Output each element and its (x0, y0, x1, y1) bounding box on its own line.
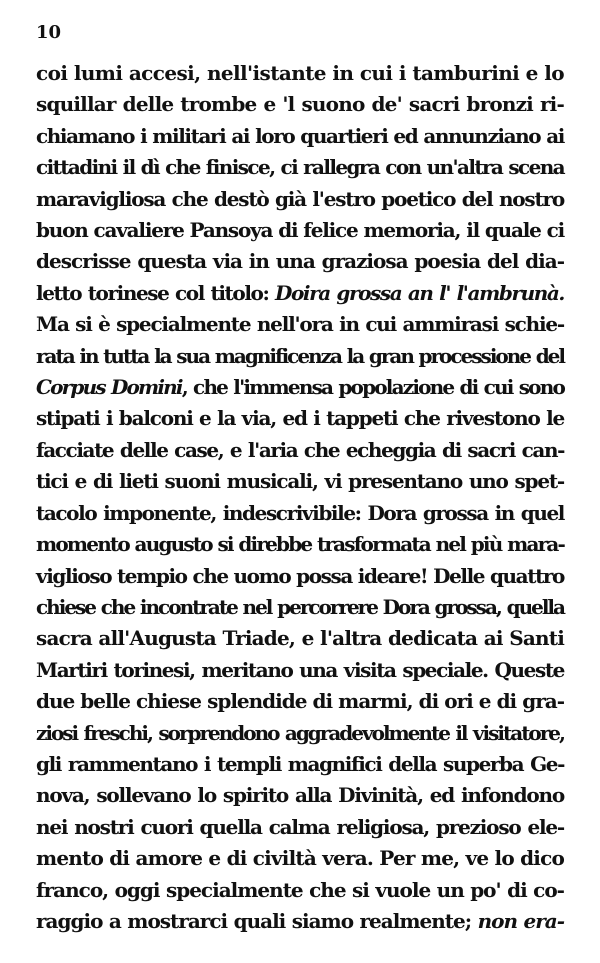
text-line: maravigliosa che destò già l'estro poetico del nostro (36, 186, 564, 211)
text-line: descrisse questa via in una graziosa poesia del dia- (36, 249, 564, 274)
text-line: buon cavaliere Pansoya di felice memoria, il quale ci (36, 218, 564, 243)
text-line: Corpus Domini, che l'immensa popolazione di cui sono (36, 375, 564, 400)
text-line: nei nostri cuori quella calma religiosa, prezioso ele- (36, 814, 564, 839)
text-line: ziosi freschi, sorprendono aggradevolmente il visitatore, (36, 720, 564, 745)
text-line: chiamano i militari ai loro quartieri ed annunziano ai (36, 123, 564, 148)
text-line: nova, sollevano lo spirito alla Divinità, ed infondono (36, 783, 564, 808)
text-line: Ma si è specialmente nell'ora in cui ammirasi schie- (36, 312, 564, 337)
text-line: stipati i balconi e la via, ed i tappeti che rivestono le (36, 406, 564, 431)
body-text (36, 58, 564, 937)
text-line: mento di amore e di civiltà vera. Per me, ve lo dico (36, 846, 564, 871)
text-line: Martiri torinesi, meritano una visita speciale. Queste (36, 657, 564, 682)
text-line: tici e di lieti suoni musicali, vi presentano uno spet- (36, 469, 564, 494)
text-line: gli rammentano i templi magnifici della superba Ge- (36, 751, 564, 776)
text-line: sacra all'Augusta Triade, e l'altra dedicata ai Santi (36, 626, 564, 651)
corpus-domini-italic: Corpus Domini (36, 375, 182, 400)
text-line: coi lumi accesi, nell'istante in cui i tamburini e lo (36, 61, 564, 85)
dialect-poem-title: Doira grossa an l' l'ambrunà. (275, 280, 564, 305)
text-line: letto torinese col titolo: Doira grossa an l' l'ambrunà. (36, 280, 564, 305)
closing-italic: non era- (477, 908, 564, 933)
page-number: 10 (36, 22, 62, 43)
text-line: franco, oggi specialmente che si vuole un po' di co- (36, 877, 564, 902)
text-line: raggio a mostrarci quali siamo realmente; non era- (36, 908, 564, 933)
text-line: due belle chiese splendide di marmi, di ori e di gra- (36, 689, 564, 714)
text-line: rata in tutta la sua magnificenza la gran processione del (36, 343, 564, 368)
text-line: facciate delle case, e l'aria che echeggia di sacri can- (36, 437, 564, 462)
text-line: squillar delle trombe e 'l suono de' sacri bronzi ri- (36, 92, 564, 117)
text-line: viglioso tempio che uomo possa ideare! Delle quattro (36, 563, 564, 588)
text-line: momento augusto si direbbe trasformata nel più mara- (36, 532, 564, 557)
text-line: tacolo imponente, indescrivibile: Dora grossa in quel (36, 500, 564, 525)
text-line: cittadini il dì che finisce, ci rallegra con un'altra scena (36, 155, 564, 180)
text-line: chiese che incontrate nel percorrere Dora grossa, quella (36, 594, 564, 619)
